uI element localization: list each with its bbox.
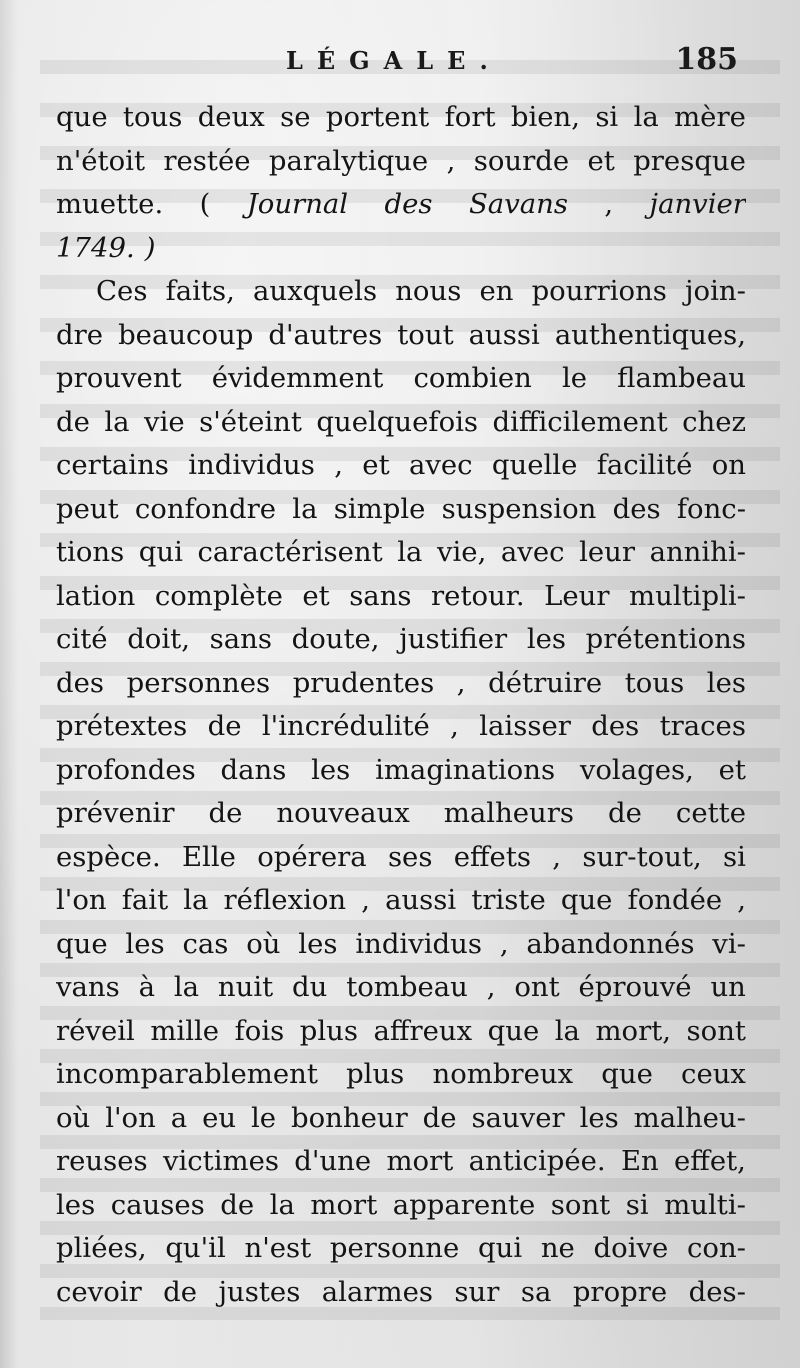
page-number: 185 (675, 42, 738, 77)
word: sauver (471, 1101, 565, 1134)
word: doive (593, 1232, 669, 1264)
word: lation (56, 579, 136, 612)
word: suspension (441, 492, 597, 525)
word: anticipée. (468, 1145, 606, 1177)
word: des (591, 710, 640, 742)
word: ne (540, 1232, 575, 1264)
word: où (56, 1101, 91, 1134)
word: sur (454, 1275, 500, 1308)
word: effet, (674, 1145, 746, 1177)
word: flambeau (617, 362, 746, 394)
word: n'est (244, 1232, 312, 1264)
text-line (56, 227, 746, 271)
word: fonc- (676, 492, 746, 525)
text-line (56, 1184, 746, 1228)
word: détruire (488, 666, 603, 699)
word: où (246, 927, 281, 960)
word: incomparablement (56, 1058, 318, 1090)
word: pliées, (56, 1232, 147, 1264)
word: en (479, 275, 514, 307)
word: fois (234, 1014, 285, 1047)
word: de (422, 1101, 457, 1134)
word: a (170, 1101, 188, 1134)
word: eu (202, 1101, 237, 1134)
text-line (56, 314, 746, 358)
word: simple (333, 492, 426, 525)
word: retour. (431, 579, 525, 612)
word: nous (395, 275, 462, 307)
word: des (612, 492, 661, 525)
word: mille (150, 1014, 220, 1047)
word: les (579, 1101, 619, 1134)
word: personnes (126, 666, 271, 699)
text-line (56, 618, 746, 662)
word: prétextes (56, 710, 188, 742)
word: de (207, 710, 242, 742)
word: justes (218, 1275, 301, 1308)
word: les (526, 623, 567, 655)
word: personne (329, 1232, 460, 1264)
word: d'une (294, 1145, 372, 1177)
word: quelquefois (316, 405, 479, 438)
text-line (56, 140, 746, 184)
word: la (633, 101, 659, 133)
text-line (56, 401, 746, 445)
word: la (397, 536, 423, 568)
word: des- (688, 1275, 746, 1308)
word: muette. (56, 188, 164, 220)
word: dre (56, 318, 104, 351)
word: volages, (579, 753, 694, 786)
word: malheurs (443, 797, 575, 829)
word: réveil (56, 1014, 135, 1047)
word: doit, (127, 623, 190, 655)
word: nuit (217, 971, 274, 1003)
word: laisser (479, 710, 571, 742)
word: presque (633, 144, 746, 177)
word: qui (478, 1232, 523, 1264)
word: vans (56, 971, 120, 1003)
word: Ces (96, 275, 148, 307)
word: la (104, 405, 130, 438)
word: apparente (392, 1188, 536, 1221)
word: des (56, 666, 104, 699)
word: profondes (56, 753, 196, 786)
word: , (450, 710, 459, 742)
text-line (56, 357, 746, 401)
word: affreux (373, 1014, 473, 1047)
word: , (552, 840, 562, 873)
word: victimes (162, 1145, 279, 1177)
word: les (125, 927, 165, 960)
word: et (362, 449, 390, 481)
word: janvier (649, 188, 746, 220)
word: reuses (56, 1145, 148, 1177)
word: effets (453, 840, 531, 873)
word: con- (687, 1232, 746, 1264)
word: prudentes (292, 666, 435, 699)
word: malheu- (633, 1101, 746, 1134)
word: vie (144, 405, 185, 438)
word: le (561, 362, 588, 394)
word: les (56, 1188, 96, 1221)
word: authentiques, (554, 318, 746, 351)
word: la (269, 1188, 295, 1221)
word: le (251, 1101, 277, 1134)
word: nouveaux (276, 797, 410, 829)
text-line (56, 444, 746, 488)
word: multi- (664, 1188, 746, 1221)
word: si (625, 1188, 649, 1221)
word: ) (144, 231, 156, 264)
word: que (56, 927, 108, 960)
word: bonheur (291, 1101, 408, 1134)
word: prévenir (56, 797, 175, 829)
word: n'étoit (56, 144, 145, 177)
word: sourde (473, 144, 570, 177)
text-line (56, 836, 746, 880)
word: l'on (105, 1101, 156, 1134)
word: réflexion (223, 884, 347, 916)
word: Savans (468, 188, 568, 220)
word: tions (56, 536, 125, 568)
word: alarmes (321, 1275, 433, 1308)
running-head: LÉGALE. (286, 46, 502, 75)
word: et (587, 144, 615, 177)
word: auxquels (252, 275, 378, 307)
word: si (595, 101, 619, 133)
word: que (56, 101, 108, 133)
word: avec (408, 449, 473, 481)
word: causes (110, 1188, 205, 1221)
text-line (56, 1053, 746, 1097)
text-line (56, 749, 746, 793)
text-line (56, 1227, 746, 1271)
word: triste (471, 884, 546, 916)
word: sur-tout, (582, 840, 702, 873)
word: et (302, 579, 330, 612)
word: cette (675, 797, 746, 829)
word: la (292, 492, 318, 525)
word: combien (413, 362, 532, 394)
word: que (487, 1014, 540, 1047)
word: En (620, 1145, 659, 1177)
word: l'on (56, 884, 107, 916)
word: que (560, 884, 613, 916)
word: les (298, 927, 338, 960)
word: Leur (544, 579, 610, 612)
word: doute, (291, 623, 380, 655)
word: avec (500, 536, 565, 568)
word: évidemment (211, 362, 384, 394)
word: ont (514, 971, 560, 1003)
body-text (56, 96, 746, 1314)
word: peut (56, 492, 119, 525)
word: vie, (436, 536, 487, 568)
word: dans (220, 753, 287, 786)
word: tombeau (346, 971, 468, 1003)
word: Journal (246, 188, 349, 220)
word: sont (686, 1014, 746, 1047)
text-line (56, 705, 746, 749)
word: prouvent (56, 362, 182, 394)
word: tous (624, 666, 685, 699)
word: de (56, 405, 90, 438)
word: que (601, 1058, 653, 1090)
word: vi- (712, 927, 746, 960)
word: de (608, 797, 642, 829)
text-line (56, 488, 746, 532)
word: un (710, 971, 746, 1003)
word: individus (188, 449, 315, 481)
word: join- (685, 275, 746, 307)
word: , (446, 144, 456, 177)
word: portent (325, 101, 430, 133)
word: du (292, 971, 328, 1003)
text-line (56, 966, 746, 1010)
word: , (361, 884, 370, 916)
word: , (334, 449, 343, 481)
word: chez (682, 405, 746, 438)
word: s'éteint (199, 405, 302, 438)
word: mère (674, 101, 746, 133)
word: de (163, 1275, 198, 1308)
word: beaucoup (118, 318, 254, 351)
word: la (554, 1014, 580, 1047)
word: imaginations (375, 753, 556, 786)
word: sans (209, 623, 272, 655)
word: espèce. (56, 840, 161, 873)
word: cité (56, 623, 108, 655)
word: justifier (399, 623, 508, 655)
word: se (280, 101, 311, 133)
text-line (56, 1010, 746, 1054)
text-line (56, 1271, 746, 1315)
word: certains (56, 449, 169, 481)
word: fort (444, 101, 496, 133)
word: la (173, 971, 200, 1003)
word: leur (579, 536, 635, 568)
word: paralytique (268, 144, 429, 177)
word: les (311, 753, 351, 786)
word: Elle (181, 840, 236, 873)
word: prétentions (585, 623, 746, 655)
word: mort (386, 1145, 454, 1177)
word: , (499, 927, 509, 960)
word: plus (346, 1058, 405, 1090)
word: qui (138, 536, 183, 568)
word: fondée (627, 884, 723, 916)
word: annihi- (649, 536, 746, 568)
word: complète (154, 579, 283, 612)
word: à (138, 971, 156, 1003)
word: ses (387, 840, 433, 873)
word: caractérisent (197, 536, 383, 568)
word: , (456, 666, 466, 699)
word: sa (520, 1275, 552, 1308)
word: individus (355, 927, 482, 960)
text-line (56, 531, 746, 575)
word: des (384, 188, 433, 220)
word: deux (197, 101, 265, 133)
word: de (208, 797, 243, 829)
word: ceux (681, 1058, 746, 1090)
word: si (723, 840, 746, 873)
word: abandonnés (526, 927, 695, 960)
word: pourrions (531, 275, 667, 307)
word: plus (299, 1014, 359, 1047)
word: on (711, 449, 746, 481)
word: et (718, 753, 746, 786)
word: tous (122, 101, 183, 133)
word: cas (182, 927, 229, 960)
text-line (56, 662, 746, 706)
word: nombreux (432, 1058, 574, 1090)
text-line (56, 1140, 746, 1184)
text-line (56, 575, 746, 619)
word: la (183, 884, 209, 916)
word: sont (550, 1188, 611, 1221)
word: d'autres (268, 318, 383, 351)
word: opérera (257, 840, 367, 873)
word: sans (349, 579, 412, 612)
word: traces (659, 710, 746, 742)
text-line (56, 879, 746, 923)
word: aussi (385, 884, 457, 916)
word: ( (199, 188, 211, 220)
text-line (56, 1097, 746, 1141)
word: tout (397, 318, 454, 351)
word: mort, (595, 1014, 672, 1047)
word: restée (163, 144, 251, 177)
word: fait (121, 884, 169, 916)
text-line (56, 270, 746, 314)
text-line (56, 923, 746, 967)
text-line (56, 792, 746, 836)
word: difficilement (492, 405, 668, 438)
word: qu'il (165, 1232, 226, 1264)
word: les (706, 666, 746, 699)
word: cevoir (56, 1275, 142, 1308)
word: aussi (468, 318, 540, 351)
word: quelle (491, 449, 578, 481)
word: 1749. (56, 231, 135, 264)
word: confondre (134, 492, 277, 525)
word: l'incrédulité (261, 710, 430, 742)
text-line (56, 96, 746, 140)
word: mort (310, 1188, 378, 1221)
word: , (604, 188, 614, 220)
word: éprouvé (578, 971, 692, 1003)
word: facilité (596, 449, 693, 481)
word: multipli- (629, 579, 746, 612)
text-line (56, 183, 746, 227)
word: propre (572, 1275, 668, 1308)
word: bien, (510, 101, 580, 133)
page-header (0, 40, 800, 84)
word: , (486, 971, 496, 1003)
word: de (220, 1188, 255, 1221)
word: , (737, 884, 746, 916)
word: faits, (165, 275, 235, 307)
